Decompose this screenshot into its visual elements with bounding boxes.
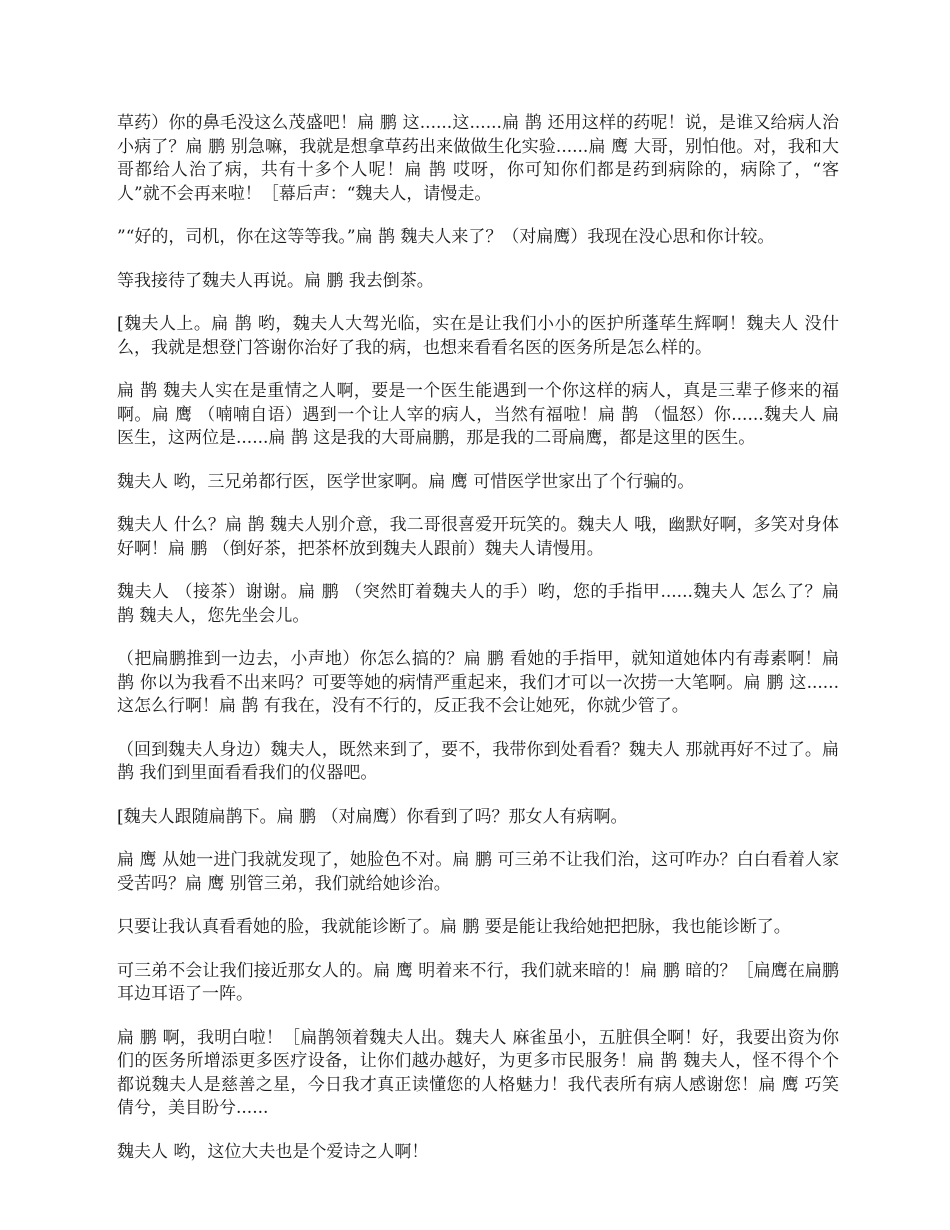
paragraph: 扁 鹏 啊，我明白啦！［扁鹊领着魏夫人出。魏夫人 麻雀虽小，五脏俱全啊！好，我要出资为你们的医务所增添更多医疗设备，让你们越办越好，为更多市民服务！扁 鹊 魏夫人，怪不得个个都说魏夫人是慈善之星，今日我才真正读懂您的人格魅力！我代表所有病人感谢您！扁 鹰 巧笑倩兮，美目盼兮...... xyxy=(117,1027,839,1118)
paragraph: （回到魏夫人身边）魏夫人，既然来到了，要不，我带你到处看看？魏夫人 那就再好不过了。扁 鹊 我们到里面看看我们的仪器吧。 xyxy=(117,739,839,783)
paragraph: 只要让我认真看看她的脸，我就能诊断了。扁 鹏 要是能让我给她把把脉，我也能诊断了。 xyxy=(117,917,791,937)
paragraph: 魏夫人 什么？扁 鹊 魏夫人别介意，我二哥很喜爱开玩笑的。魏夫人 哦，幽默好啊，多笑对身体好啊！扁 鹏 （倒好茶，把茶杯放到魏夫人跟前）魏夫人请慢用。 xyxy=(117,515,839,559)
paragraph: 可三弟不会让我们接近那女人的。扁 鹰 明着来不行，我们就来暗的！扁 鹏 暗的？［扁鹰在扁鹏耳边耳语了一阵。 xyxy=(117,960,839,1004)
paragraph: ”“好的，司机，你在这等等我。”扁 鹊 魏夫人来了？（对扁鹰）我现在没心思和你计较。 xyxy=(117,227,775,247)
paragraph: 魏夫人 （接茶）谢谢。扁 鹏 （突然盯着魏夫人的手）哟，您的手指甲......魏夫人 怎么了？扁 鹊 魏夫人，您先坐会儿。 xyxy=(117,582,839,626)
paragraph: （把扁鹏推到一边去，小声地）你怎么搞的？扁 鹏 看她的手指甲，就知道她体内有毒素啊！扁 鹊 你以为我看不出来吗？可要等她的病情严重起来，我们才可以一次捞一大笔啊。扁 鹏 这......这怎么行啊！扁 鹊 有我在，没有不行的，反正我不会让她死，你就少管了。 xyxy=(117,649,839,716)
paragraph: 魏夫人 哟，这位大夫也是个爱诗之人啊！ xyxy=(117,1141,429,1162)
paragraph: 草药）你的鼻毛没这么茂盛吧！扁 鹏 这......这......扁 鹊 还用这样的药呢！说，是谁又给病人治小病了？扁 鹏 别急嘛，我就是想拿草药出来做做生化实验......扁 鹰 大哥，别怕他。对，我和大哥都给人治了病，共有十多个人呢！扁 鹊 哎呀，你可知你们都是药到病除的，病除了，“客人”就不会再来啦！［幕后声：“魏夫人，请慢走。 xyxy=(117,113,839,204)
document-body xyxy=(117,112,839,1184)
paragraph: 魏夫人 哟，三兄弟都行医，医学世家啊。扁 鹰 可惜医学世家出了个行骗的。 xyxy=(117,471,695,492)
paragraph: 扁 鹰 从她一进门我就发现了，她脸色不对。扁 鹏 可三弟不让我们治，这可咋办？白白看着人家受苦吗？扁 鹰 别管三弟，我们就给她诊治。 xyxy=(117,850,839,894)
paragraph: [魏夫人跟随扁鹊下。扁 鹏 （对扁鹰）你看到了吗？那女人有病啊。 xyxy=(117,806,628,827)
paragraph: [魏夫人上。扁 鹊 哟，魏夫人大驾光临，实在是让我们小小的医护所蓬荜生辉啊！魏夫人 没什么，我就是想登门答谢你治好了我的病，也想来看看名医的医务所是怎么样的。 xyxy=(117,314,839,358)
paragraph: 等我接待了魏夫人再说。扁 鹏 我去倒茶。 xyxy=(117,270,434,291)
paragraph: 扁 鹊 魏夫人实在是重情之人啊，要是一个医生能遇到一个你这样的病人，真是三辈子修来的福啊。扁 鹰 （喃喃自语）遇到一个让人宰的病人，当然有福啦！扁 鹊 （愠怒）你......魏夫人 扁医生，这两位是......扁 鹊 这是我的大哥扁鹏，那是我的二哥扁鹰，都是这里的医生。 xyxy=(117,381,839,448)
